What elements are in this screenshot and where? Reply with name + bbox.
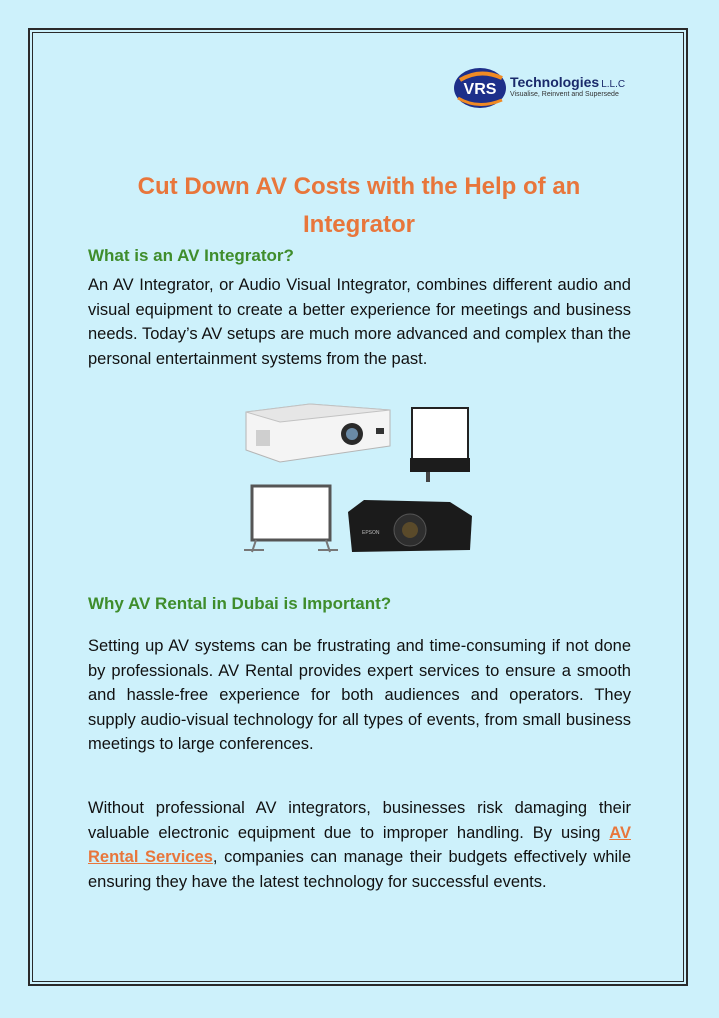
logo-brand: Technologies L.L.C [510,74,626,90]
logo-mark: VRS [463,81,497,98]
company-logo [452,66,642,112]
section-para-av-rental-1: Setting up AV systems can be frustrating and time-consuming if not done by professionals. AV Rental provides expert services to ensure a smooth and hassle-free experience for both audiences and operators. They supply audio-visual technology for all types of events, from small business meetings to large conferences. [88,637,631,753]
para2-text-before: Without professional AV integrators, businesses risk damaging their valuable electronic equipment due to improper handling. By using [88,799,631,842]
section-para-av-rental-2 [88,796,631,894]
section-body-av-integrator: An AV Integrator, or Audio Visual Integrator, combines different audio and visual equipment to create a better experience for meetings and business needs. Today’s AV setups are much more advanced and complex than the personal entertainment systems from the past. [88,276,631,368]
av-equipment-image [240,400,480,560]
projector-brand-label: EPSON [362,530,380,536]
page-title: Cut Down AV Costs with the Help of an Integrator [137,173,581,238]
logo-tagline: Visualise, Reinvent and Supersede [510,91,619,98]
black-projector-icon [348,500,472,552]
section-heading-av-rental: Why AV Rental in Dubai is Important? [88,594,392,613]
av-equipment-illustration [240,400,480,560]
white-projector-icon [246,404,390,462]
vrs-logo-icon [452,66,510,112]
portable-screen-icon [410,408,470,482]
fast-fold-screen-icon [244,486,338,552]
logo-suffix: L.L.C [601,79,626,90]
av-rental-services-link[interactable]: AV Rental Services [88,823,631,866]
para2-text-after: , companies can manage their budgets effectively while ensuring they have the latest technology for successful events. [88,848,632,891]
section-heading-av-integrator: What is an AV Integrator? [88,246,294,265]
